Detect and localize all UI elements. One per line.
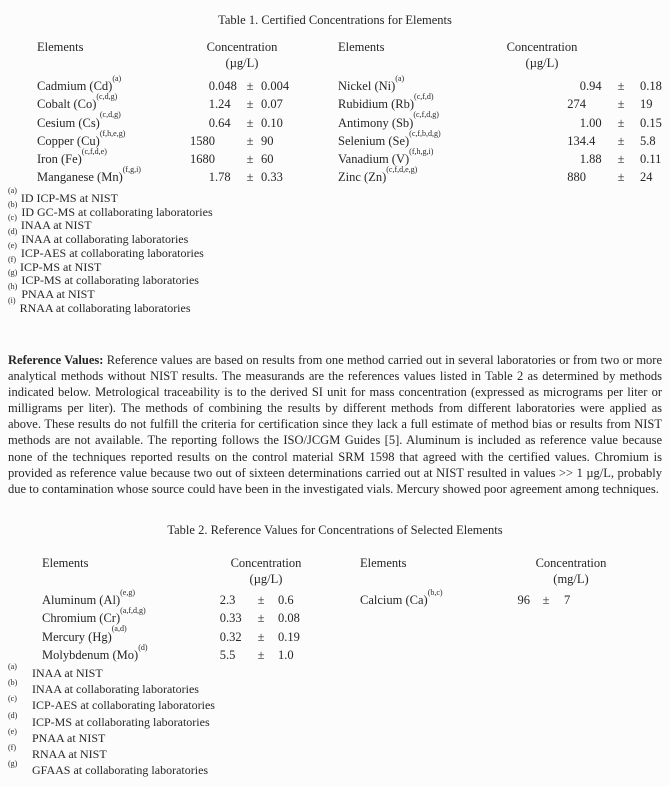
plus-minus-symbol: ± bbox=[246, 79, 254, 93]
footnote bbox=[8, 281, 213, 302]
unit-label: (µg/L) bbox=[525, 56, 559, 70]
table2-header-concentration-right bbox=[519, 555, 623, 587]
table-row bbox=[338, 73, 670, 95]
uncertainty-value: 0.15 bbox=[640, 115, 662, 130]
value-integer: 1580 bbox=[190, 133, 215, 148]
footnote bbox=[8, 240, 213, 261]
footnote: $^{(g)}$ GFAAS at collaborating laboratories bbox=[8, 759, 209, 778]
plus-minus-symbol: ± bbox=[617, 133, 625, 148]
footnote bbox=[8, 227, 213, 247]
table1-header-elements-right: Elements bbox=[338, 40, 385, 54]
table-row bbox=[42, 624, 332, 646]
footnote-marker: (e) bbox=[8, 240, 17, 250]
table-row bbox=[338, 110, 670, 132]
value-integer: 2 bbox=[219, 593, 226, 607]
footnote-text: ICP-AES at collaborating laboratories bbox=[32, 698, 215, 713]
footnote-text: INAA at collaborating laboratories bbox=[21, 232, 189, 247]
plus-minus-symbol: ± bbox=[617, 97, 625, 112]
table2-header-elements-right: Elements bbox=[360, 556, 407, 570]
uncertainty-value: 0.18 bbox=[640, 79, 662, 93]
table1-right-rows bbox=[338, 73, 670, 187]
plus-minus-symbol: ± bbox=[257, 629, 265, 644]
reference-values-paragraph bbox=[8, 352, 662, 497]
plus-minus-symbol: ± bbox=[246, 170, 254, 185]
element-footnote-marker: (f,h,e,g) bbox=[99, 128, 126, 138]
unit-label: (µg/L) bbox=[249, 572, 283, 586]
footnote-text: PNAA at NIST bbox=[32, 730, 106, 745]
footnote-text: GFAAS at collaborating laboratories bbox=[32, 763, 209, 778]
element-name: Zinc $(Zn)^{(c,f,d,e,g)}$ bbox=[338, 165, 418, 185]
uncertainty-value: 0.004 bbox=[261, 79, 290, 93]
footnote bbox=[8, 213, 213, 233]
plus-minus-symbol: ± bbox=[617, 115, 625, 130]
plus-minus-symbol: ± bbox=[257, 593, 265, 607]
uncertainty-value: 1.0 bbox=[278, 647, 294, 662]
value-integer: 96 bbox=[517, 593, 530, 607]
value-integer: 1 bbox=[208, 170, 215, 185]
uncertainty-value: 0.10 bbox=[261, 115, 283, 130]
value-fraction: .4 bbox=[586, 133, 596, 148]
value-integer: 5 bbox=[219, 647, 226, 662]
table1-header-elements-left: Elements bbox=[37, 40, 84, 54]
uncertainty-value: 0.33 bbox=[261, 170, 283, 185]
uncertainty-value: 0.11 bbox=[640, 152, 662, 167]
element-name: Molybdenum $(Mo)^{(d)}$ bbox=[42, 642, 148, 662]
footnote-text: RNAA at collaborating laboratories bbox=[19, 300, 191, 315]
plus-minus-symbol: ± bbox=[246, 152, 254, 167]
footnote-text: PNAA at NIST bbox=[21, 286, 95, 301]
footnote bbox=[8, 186, 213, 206]
value-fraction: .048 bbox=[215, 79, 237, 93]
element-footnote-marker: (d) bbox=[138, 642, 148, 652]
footnote-text: ID GC-MS at collaborating laboratories bbox=[21, 204, 213, 219]
element-name: Cadmium $(Cd)^{(a)}$ bbox=[37, 73, 122, 93]
footnote-marker: (b) bbox=[8, 199, 18, 209]
element-name: Nickel $(Ni)^{(a)}$ bbox=[338, 73, 405, 93]
table-row bbox=[37, 92, 321, 113]
concentration-label: Concentration bbox=[535, 556, 607, 570]
element-footnote-marker: (a) bbox=[112, 73, 122, 83]
table1-footnotes bbox=[8, 186, 213, 315]
plus-minus-symbol: ± bbox=[617, 170, 625, 185]
value-fraction: .94 bbox=[586, 79, 602, 93]
element-name: Rubidium $(Rb)^{(c,f,d)}$ bbox=[338, 92, 434, 112]
value-integer: 1 bbox=[579, 115, 586, 130]
value-integer: 1 bbox=[579, 152, 586, 167]
uncertainty-value: 0.19 bbox=[278, 629, 300, 644]
element-footnote-marker: (c,f,d,g) bbox=[413, 110, 439, 120]
value-integer: 0 bbox=[579, 79, 586, 93]
element-name: Cobalt $(Co)^{(c,d,g)}$ bbox=[37, 92, 118, 112]
table-row bbox=[42, 642, 332, 664]
reference-values-label: Reference Values: bbox=[8, 353, 104, 367]
element-footnote-marker: (c,f,d) bbox=[414, 92, 434, 102]
footnote bbox=[8, 254, 213, 278]
element-footnote-marker: (a) bbox=[395, 73, 405, 83]
plus-minus-symbol: ± bbox=[257, 647, 265, 662]
footnote-text: ID ICP-MS at NIST bbox=[20, 191, 118, 205]
plus-minus-symbol: ± bbox=[617, 152, 625, 167]
value-integer: 1680 bbox=[190, 152, 215, 167]
table-row bbox=[42, 587, 332, 609]
footnote-text: INAA at NIST bbox=[20, 218, 92, 233]
uncertainty-value: 0.08 bbox=[278, 611, 300, 626]
element-footnote-marker: (a,d) bbox=[111, 624, 127, 634]
element-footnote-marker: (f,h,g,i) bbox=[409, 147, 434, 157]
value-integer: 1 bbox=[208, 97, 215, 112]
plus-minus-symbol: ± bbox=[246, 97, 254, 112]
element-footnote-marker: (f,g,i) bbox=[122, 165, 141, 175]
element-name: Selenium $(Se)^{(c,f,b,d,g)}$ bbox=[338, 128, 441, 148]
element-footnote-marker: (c,d,g) bbox=[96, 92, 118, 102]
uncertainty-value: 0.6 bbox=[278, 593, 294, 607]
element-name: Chromium $(Cr)^{(a,f,d,g)}$ bbox=[42, 606, 146, 626]
concentration-label: Concentration bbox=[506, 40, 578, 54]
value-integer: 274 bbox=[567, 97, 586, 112]
footnote: $^{(c)}$ ICP-AES at collaborating laboratories bbox=[8, 694, 215, 713]
value-integer: 880 bbox=[567, 170, 586, 185]
footnote-marker: (c) bbox=[8, 213, 17, 223]
concentration-label: Concentration bbox=[230, 556, 302, 570]
table2-footnotes bbox=[8, 662, 215, 778]
plus-minus-symbol: ± bbox=[617, 79, 625, 93]
footnote-text: ICP-MS at collaborating laboratories bbox=[32, 714, 210, 729]
table-row bbox=[37, 73, 321, 95]
footnote-marker: (d) bbox=[8, 227, 18, 237]
value-fraction: .5 bbox=[226, 647, 236, 662]
value-fraction: .3 bbox=[226, 593, 236, 607]
footnote-text: RNAA at NIST bbox=[32, 747, 107, 762]
uncertainty-value: 24 bbox=[640, 170, 653, 185]
footnote-marker: (h) bbox=[8, 281, 18, 291]
element-footnote-marker: (c,d,g) bbox=[99, 110, 121, 120]
footnote-text: ICP-AES at collaborating laboratories bbox=[20, 245, 204, 260]
footnote-text: ICP-MS at NIST bbox=[20, 259, 102, 274]
element-footnote-marker: (b,c) bbox=[427, 587, 443, 597]
value-fraction: .33 bbox=[226, 611, 242, 626]
footnote bbox=[8, 199, 213, 223]
value-integer: 0 bbox=[208, 115, 215, 130]
value-fraction: .32 bbox=[226, 629, 242, 644]
table1-header-concentration-left bbox=[190, 39, 294, 71]
table2-header-concentration-left bbox=[214, 555, 318, 587]
table-row bbox=[338, 92, 670, 113]
table2-right-rows bbox=[360, 587, 596, 609]
table-row bbox=[360, 587, 596, 609]
value-integer: 0 bbox=[208, 79, 215, 93]
element-footnote-marker: (a,f,d,g) bbox=[120, 606, 146, 616]
footnote-marker: (g) bbox=[8, 268, 18, 278]
table-row bbox=[37, 110, 321, 132]
element-name: Calcium $(Ca)^{(b,c)}$ bbox=[360, 587, 443, 607]
table1-title: Table 1. Certified Concentrations for Elements bbox=[218, 13, 452, 27]
uncertainty-value: 60 bbox=[261, 152, 274, 167]
element-name: Manganese $(Mn)^{(f,g,i)}$ bbox=[37, 165, 141, 185]
uncertainty-value: 5.8 bbox=[640, 133, 656, 148]
table-row bbox=[338, 128, 670, 150]
uncertainty-value: 0.07 bbox=[261, 97, 283, 112]
footnote bbox=[8, 268, 213, 288]
element-name: Copper $(Cu)^{(f,h,e,g)}$ bbox=[37, 128, 126, 148]
plus-minus-symbol: ± bbox=[542, 593, 550, 607]
value-fraction: .88 bbox=[586, 152, 602, 167]
value-fraction: .64 bbox=[215, 115, 231, 130]
element-name: Cesium $(Cs)^{(c,d,g)}$ bbox=[37, 110, 121, 130]
uncertainty-value: 90 bbox=[261, 133, 274, 148]
value-integer: 0 bbox=[219, 629, 226, 644]
footnote-text: INAA at NIST bbox=[32, 666, 103, 680]
table-row bbox=[338, 165, 670, 186]
table2-header-elements-left: Elements bbox=[42, 556, 89, 570]
footnote-marker: (a) bbox=[8, 186, 17, 195]
table1-header-concentration-right bbox=[490, 39, 594, 71]
element-name: Iron $(Fe)^{(c,f,d,e)}$ bbox=[37, 147, 107, 167]
reference-values-text: Reference values are based on results from one method carried out in several laboratories or from two or more analytical methods without NIST results. The measurands are the references values listed in Table 2 as determined by methods indicated below. Metrological traceability is to the derived SI unit for mass concentration (expressed as micrograms per liter or milligrams per liter). The methods of combining the results by different methods from different laboratories were applied as above. These results do not fulfill the criteria for certification since they lack a full estimate of method bias or results from NIST methods are not available. The reporting follows the ISO/JCGM Guides [5]. Aluminum is included as reference value because none of the techniques reported results on the control material SRM 1598 that agreed with the certified values. Chromium is provided as reference value because two out of sixteen determinations carried out at NIST resulted in values >> 1 µg/L, probably due to contamination whose source could have been in the investigated vials. Mercury showed poor agreement among techniques. bbox=[8, 353, 663, 496]
uncertainty-value: 7 bbox=[564, 593, 571, 607]
plus-minus-symbol: ± bbox=[246, 133, 254, 148]
footnote-marker: (f) bbox=[8, 254, 16, 264]
element-name: Vanadium $(V)^{(f,h,g,i)}$ bbox=[338, 147, 434, 167]
plus-minus-symbol: ± bbox=[246, 115, 254, 130]
footnote: $^{(a)}$ INAA at NIST bbox=[8, 662, 103, 680]
table-row bbox=[37, 147, 321, 168]
footnote-marker: (i) bbox=[8, 295, 16, 305]
table-row bbox=[37, 128, 321, 150]
footnote: $^{(b)}$ INAA at collaborating laboratories bbox=[8, 678, 199, 697]
table2-title: Table 2. Reference Values for Concentrations of Selected Elements bbox=[167, 523, 503, 537]
element-name: Mercury $(Hg)^{(a,d)}$ bbox=[42, 624, 127, 644]
element-name: Aluminum $(Al)^{(e,g)}$ bbox=[42, 587, 136, 607]
value-fraction: .24 bbox=[215, 97, 231, 112]
table-row bbox=[37, 165, 321, 186]
element-footnote-marker: (c,f,b,d,g) bbox=[409, 128, 441, 138]
value-fraction: .78 bbox=[215, 170, 231, 185]
footnote: $^{(e)}$ PNAA at NIST bbox=[8, 726, 106, 745]
unit-label: (mg/L) bbox=[553, 572, 589, 586]
table1-left-rows bbox=[37, 73, 321, 187]
footnote-text: ICP-MS at collaborating laboratories bbox=[21, 273, 199, 288]
uncertainty-value: 19 bbox=[640, 97, 653, 112]
element-name: Antimony $(Sb)^{(c,f,d,g)}$ bbox=[338, 110, 439, 130]
element-footnote-marker: (c,f,d,e) bbox=[81, 147, 107, 157]
value-integer: 0 bbox=[219, 611, 226, 626]
footnote-text: INAA at collaborating laboratories bbox=[32, 682, 199, 697]
concentration-label: Concentration bbox=[206, 40, 278, 54]
element-footnote-marker: (c,f,d,e,g) bbox=[386, 165, 418, 175]
unit-label: (µg/L) bbox=[225, 56, 259, 70]
table2-left-rows bbox=[42, 587, 332, 664]
footnote: $^{(f)}$ RNAA at NIST bbox=[8, 743, 107, 762]
plus-minus-symbol: ± bbox=[257, 611, 265, 626]
value-integer: 134 bbox=[567, 133, 586, 148]
footnote: $^{(d)}$ ICP-MS at collaborating laboratories bbox=[8, 710, 210, 729]
table-row bbox=[42, 606, 332, 627]
element-footnote-marker: (e,g) bbox=[120, 587, 136, 597]
footnote bbox=[8, 295, 213, 316]
value-fraction: .00 bbox=[586, 115, 602, 130]
